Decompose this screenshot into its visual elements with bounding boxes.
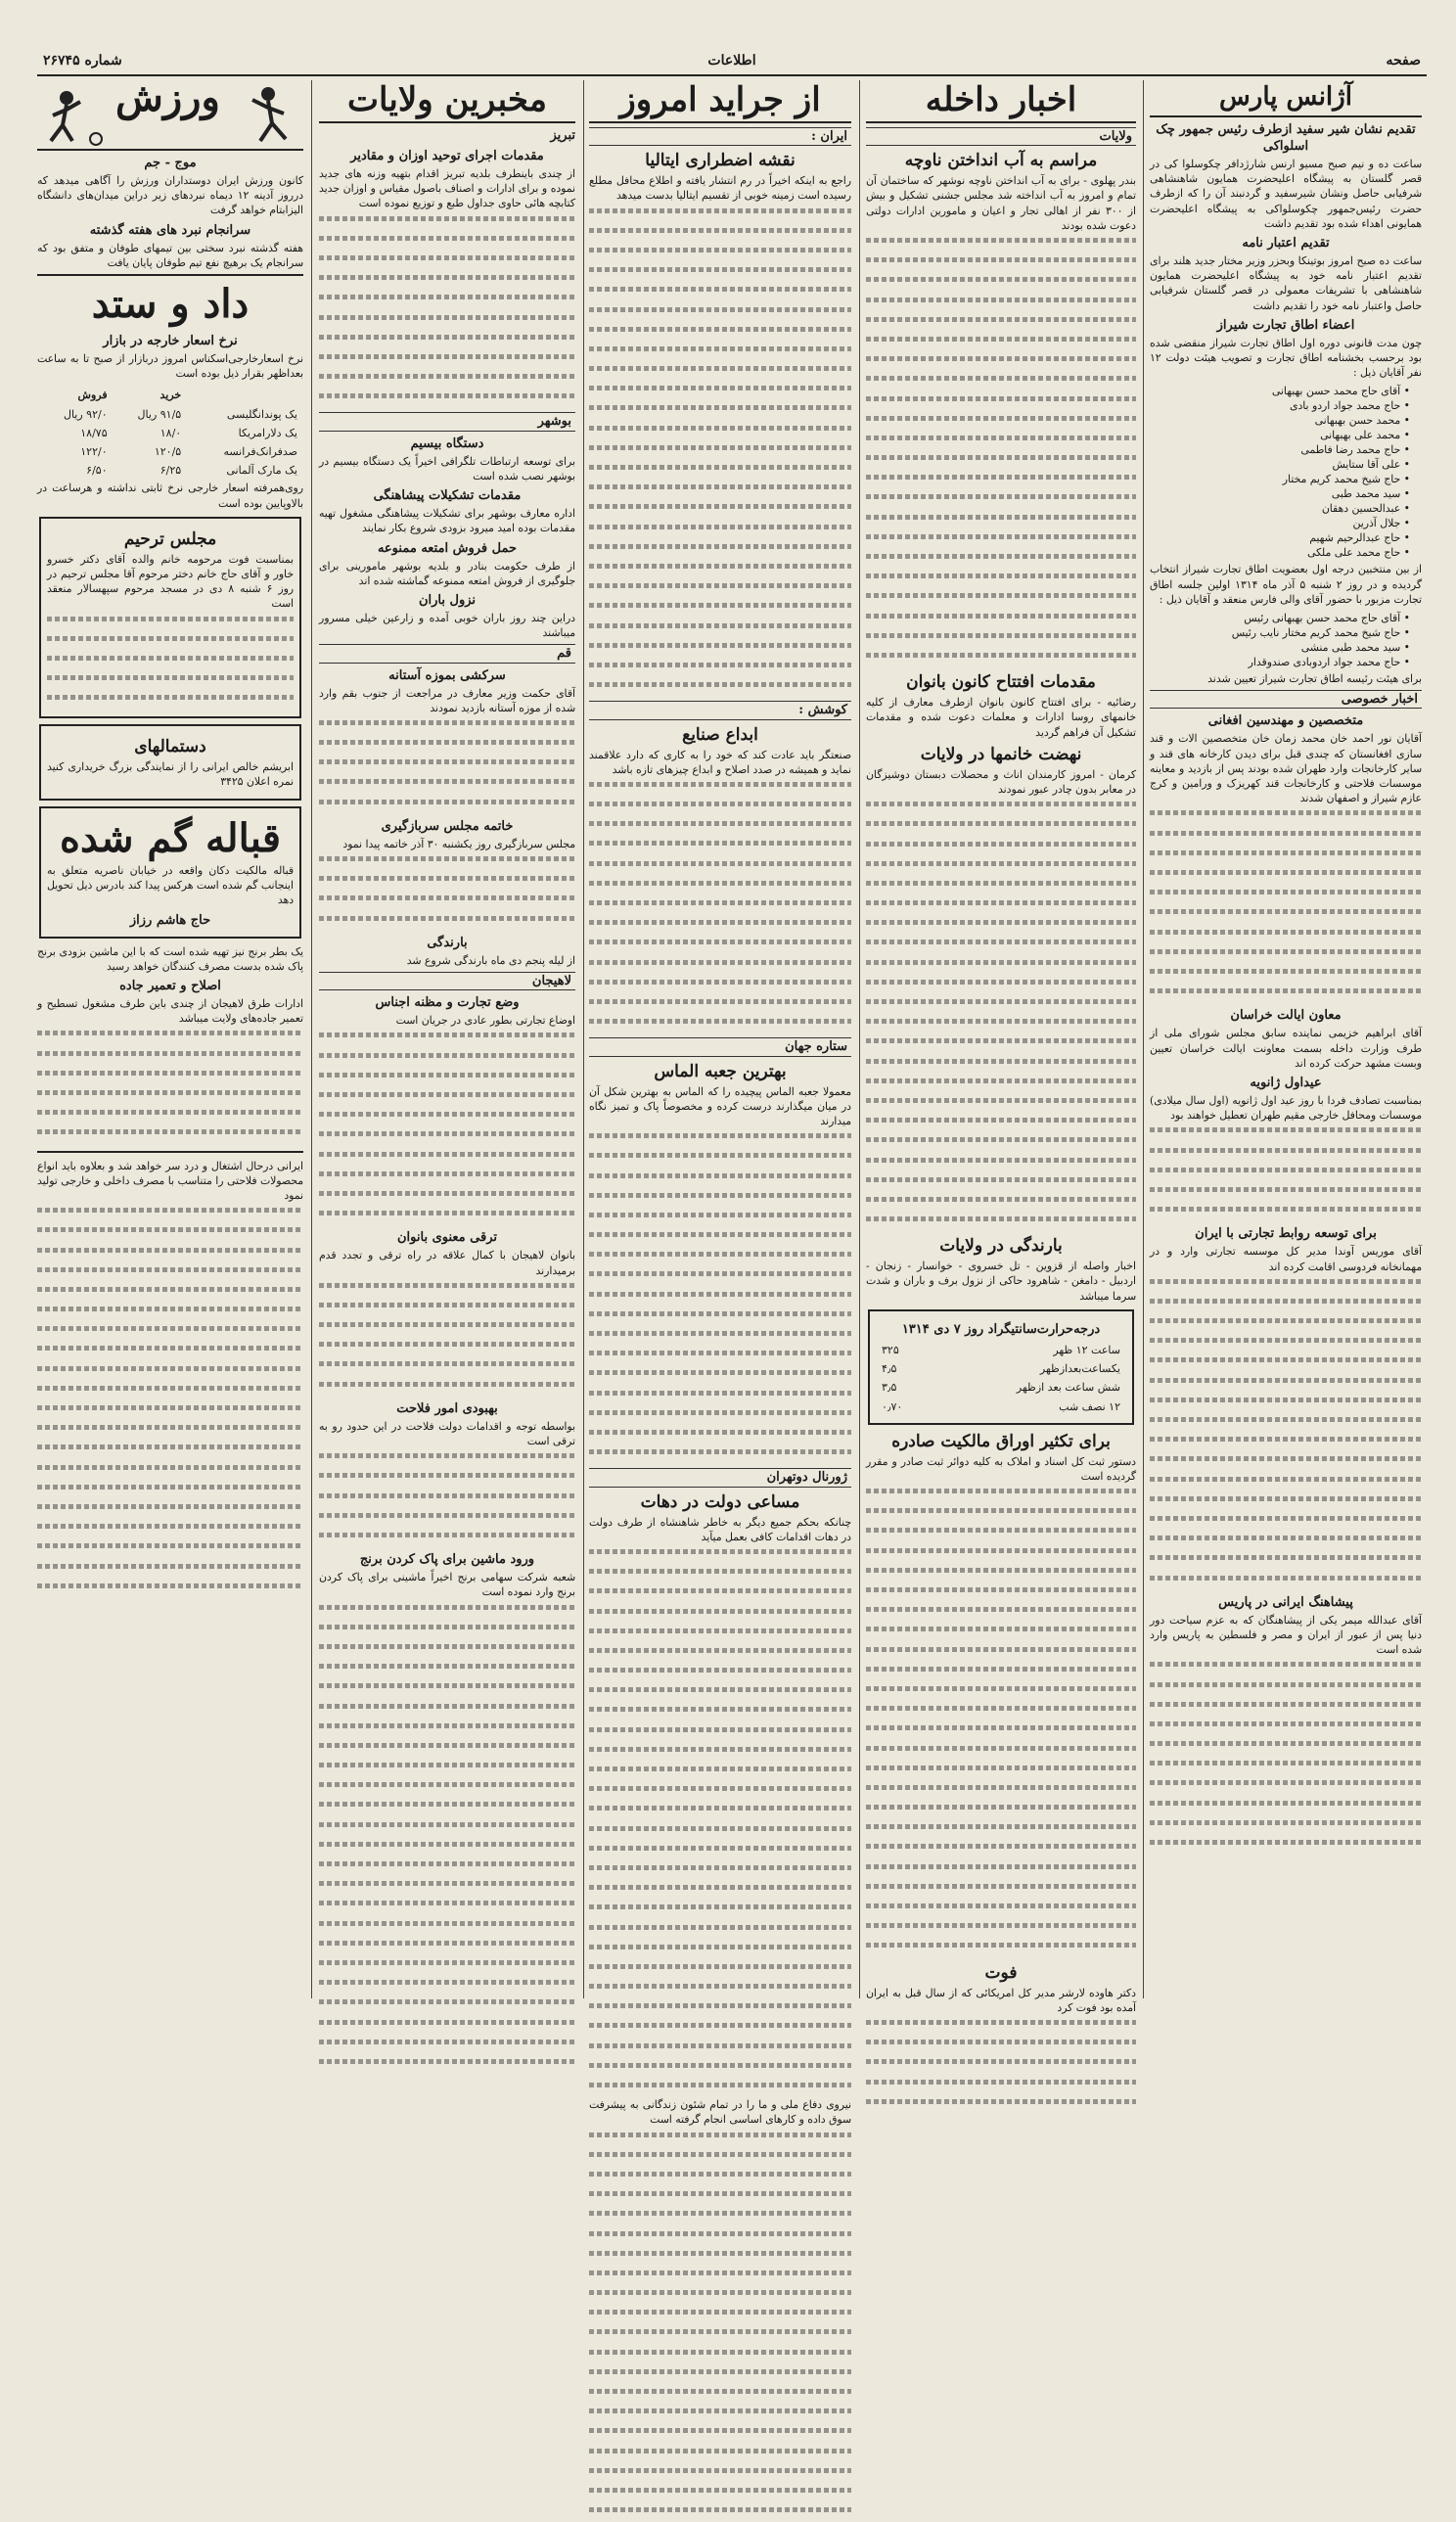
temperature-rows [876,1340,1126,1417]
headline: مساعی دولت در دهات [640,1491,800,1512]
headline: برای تکثیر اوراق مالکیت صادره [891,1431,1111,1451]
table-title: درجه‌حرارت‌سانتیگراد روز ۷ دی ۱۳۱۴ [901,1321,1101,1337]
column-sports-and-ads [37,74,304,1998]
table-row [878,1399,1124,1415]
article-text: ایرانی درحال اشتغال و درد سر خواهد شد و بعلاوه باید انواع محصولات فلاحتی را متناسب با مصرف داخلی و خارجی تولید نمود [37,1159,303,1202]
name-list [1150,611,1422,669]
table-cell: یکساعت‌بعدازظهر [1039,1362,1120,1376]
body-text-lines [319,856,575,931]
headline: سرانجام نبرد های هفته گذشته [89,222,251,238]
table-row [878,1360,1124,1377]
table-row [39,443,301,460]
article-text: آقایان نور احمد خان محمد زمان خان متخصصین الات و قند سازی افغانستان که چندی قبل برای دیدن کارخانه های قند و سایر کارخانجات وارد طهران شده بودند پس از بازدید و معاینه موسسات فلاحتی و کارخانجات قند کهریزک و ورامین و کرج عازم شیراز و اصفهان شدند [1150,732,1422,805]
headline: مقدمات اجرای توحید اوزان و مقادیر [350,149,544,163]
headline: مراسم به آب انداختن ناوچه [904,151,1098,171]
article-text: آقای موریس آوندا مدیر کل موسسه تجارتی وارد و در مهمانخانه فردوسی اقامت کرده اند [1150,1245,1422,1273]
table-cell: شش ساعت بعد ازظهر [1016,1381,1120,1395]
article-text: کرمان - امروز کارمندان اناث و محصلات دبستان دوشیزگان در معابر بدون چادر عبور نمودند [866,767,1136,796]
list-item: • حاج عبدالرحیم شهیم [1150,530,1410,545]
article-text: ادارات طرق لاهیجان از چندی باین طرف مشغول تسطیح و تعمیر جاده‌های ولایت میباشد [37,997,303,1026]
article-text: برای هیئت رئیسه اطاق تجارت شیراز تعیین شدند [1207,672,1422,686]
table-row [39,462,301,479]
table-cell: ۰٫۷۰ [882,1399,903,1413]
column-header: خرید [159,389,182,402]
list-item: • محمد علی بهبهانی [1150,428,1410,442]
table-cell: ۱۲ نصف شب [1059,1399,1120,1413]
correspondents-masthead: مخبرین ولایات [319,80,575,123]
memorial-notice [39,517,301,718]
table-row [39,425,301,441]
list-item: • محمد حسن بهبهانی [1150,413,1410,428]
list-item: • جلال آذرین [1150,516,1410,530]
headline: موج - جم [144,156,197,170]
article-text: معمولا جعبه الماس پیچیده را که الماس به بهترین شکل آن در میان میگذارند درست کرده و مخصوصاً پاک و تمیز نگاه میدارند [589,1084,851,1127]
article-text: ابریشم خالص ایرانی را از نمایندگی بزرگ خریداری کنید نمره اعلان ۳۴۲۵ [47,759,294,788]
issue-number: شماره ۲۶۷۴۵ [43,53,122,69]
list-item: • حاج محمد رضا فاطمی [1150,442,1410,457]
article-text: نرخ اسعارخارجی‌اسکناس امروز دربازار از صبح تا به ساعت بعداظهر بقرار ذیل بوده است [37,352,303,381]
headline: حمل فروش امتعه ممنوعه [377,540,518,556]
headline: برای توسعه روابط تجارتی با ایران [1195,1226,1377,1242]
body-text-lines [319,1283,575,1397]
table-cell: ساعت ۱۲ ظهر [1053,1343,1120,1356]
section-label: ستاره جهان [589,1037,851,1056]
body-text-lines [319,1032,575,1225]
article-text: چون مدت قانونی دوره اول اطاق تجارت شیراز منقضی شده بود برحسب بخشنامه اطاق تجارت و تصویب هیئت دولت ۱۲ نفر آقایان ذیل : [1150,336,1422,380]
table-cell: ۴٫۵ [882,1362,897,1376]
headline: نقشه اضطراری ایتالیا [645,151,796,171]
body-text-lines [589,782,851,1033]
headline: ابداع صنایع [682,724,758,745]
article-text: از چندی باینطرف بلدیه تبریز اقدام بتهیه وزنه های جدید نموده و برای ادارات و اصناف باصول مقیاس و اوزان جدید کتابچه هائی حاوی جداول طبع و توزیع نموده است [319,167,575,210]
body-text-lines [866,2020,1136,2114]
body-text-lines [589,1549,851,2097]
article-text: آقای ابراهیم خزیمی نماینده سابق مجلس شورای ملی از طرف وزارت داخله بسمت معاونت ایالت خراسان تعیین وبست مشهد حرکت کرده اند [1150,1027,1422,1070]
name-list [1150,384,1422,560]
table-row [878,1379,1124,1396]
article-text: راجع به اینکه اخیراً در رم انتشار یافته و اطلاع محافل مطلع رسیده است زمینه خوبی از تقسیم ایتالیا بدست میدهد [589,174,851,203]
city-section: بوشهر [319,412,575,431]
article-text: قباله مالکیت دکان واقعه در خیابان ناصریه متعلق به اینجانب گم شده است هرکس پیدا کند بادرس ذیل تحویل دهد [47,864,294,907]
body-text-lines [589,2132,851,2522]
column-pars-agency [1150,80,1422,1998]
headline: خاتمه مجلس سربازگیری [381,818,514,834]
table-cell: ۳۲۵ [882,1343,899,1356]
table-cell: ۶/۲۵ [159,464,182,478]
table-cell: ۹۱/۵ ریال [137,407,182,421]
list-item: • آقای حاج محمد حسن بهبهانی [1150,384,1410,398]
headline: سرکشی بموزه آستانه [388,667,506,683]
domestic-news-masthead: اخبار داخله [866,80,1136,123]
headline: متخصصین و مهندسین افغانی [1207,713,1364,729]
article-text: ساعت ده صبح امروز بوتینکا وبحزر وزیر مختار جدید هلند برای تقدیم اعتبار نامه خود به پیشگاه اعلیحضرت همایون شاهنشاهی با تشریفات معمولی در قصر گلستان شرفیابی حاصل واعتبار نامه خود را تقدیم داشت [1150,254,1422,312]
body-text-lines [319,1453,575,1547]
article-text: چنانکه بحکم جمیع دیگر به خاطر شاهنشاه از طرف دولت در دهات اقدامات کافی بعمل میآید [589,1515,851,1543]
column-domestic-news [866,80,1136,2014]
column-divider [583,80,584,1998]
pars-agency-masthead: آژانس پارس [1150,80,1422,117]
article-text: بواسطه توجه و اقدامات دولت فلاحت در این حدود رو به ترقی است [319,1419,575,1448]
body-text-lines [1150,1662,1422,1855]
table-cell: ۶/۵۰ [86,464,108,478]
body-text-lines [1150,1127,1422,1221]
article-text: دستور ثبت کل اسناد و املاک به کلیه دوائر ثبت صادر و مقرر گردیده است [866,1454,1136,1483]
body-text-lines [866,238,1136,667]
headline: بهترین جعبه الماس [654,1061,787,1081]
article-text: دکتر هاوده لارشر مدیر کل امریکائی که از سال قبل به ایران آمده بود فوت کرد [866,1986,1136,2014]
headline: مقدمات تشکیلات پیشاهنگی [373,488,522,504]
article-text: اخبار واصله از قزوین - تل خسروی - خوانسار - زنجان - اردبیل - دامغن - شاهرود حاکی از نزول برف و باران و شدت سرما میباشد [866,1260,1136,1303]
table-cell: ۱۸/۰ [159,426,182,439]
headline: معاون ایالت خراسان [1230,1008,1342,1024]
article-text: از بین منتخبین درجه اول بعضویت اطاق تجارت شیراز انتخاب گردیده و در روز ۲ شنبه ۵ آذر ماه ۱۳۱۴ اولین جلسه اطاق تجارت مزبور با حضور آقای والی فارس منعقد و آقایان ذیل : [1150,563,1422,606]
article-text: هفته گذشته نبرد سختی بین تیمهای طوفان و متفق بود که سرانجام یک برهیچ نفع تیم طوفان پایان یافت [37,241,303,269]
article-text: اداره معارف بوشهر برای تشکیلات پیشاهنگی مشغول تهیه مقدمات بوده امید میرود بزودی شروع بکار نمایند [319,507,575,535]
headline: نهضت خانمها در ولایات [920,744,1082,764]
headline: بارندگی در ولایات [939,1236,1063,1257]
table-cell: ۳٫۵ [882,1381,897,1395]
headline: قباله گم شده [60,815,281,861]
article-text: دراین چند روز باران خوبی آمده و زارعین خیلی مسرور میباشند [319,611,575,640]
headline: مقدمات افتتاح کانون بانوان [906,672,1096,693]
headline: تقدیم اعتبار نامه [1242,236,1330,252]
list-item: • حاج شیخ محمد کریم مختار [1150,472,1410,486]
body-text-lines [589,208,851,698]
column-provincial-correspondents [319,80,575,1998]
table-cell: ۱۲۰/۵ [154,445,182,459]
section-label: کوشش : [589,701,851,719]
article-text: بمناسبت تصادف فردا با روز عید اول ژانویه (اول سال میلادی) موسسات ومحافل خارجی مقیم طهران تعطیل خواهند بود [1150,1093,1422,1123]
headline: عیداول ژانویه [1250,1075,1322,1090]
body-text-lines [1150,1279,1422,1590]
table-cell: ۱۲۲/۰ [80,445,108,459]
section-label: ژورنال دوتهران [589,1468,851,1487]
section-label: اخبار خصوصی [1150,690,1422,709]
press-review-masthead: از جراید امروز [589,80,851,123]
body-text-lines [319,1605,575,2075]
headline: اصلاح و تعمیر جاده [119,979,221,994]
article-text: آقای حکمت وزیر معارف در مراجعت از جنوب بقم وارد شده از موزه آستانه بازدید نمودند [319,686,575,714]
headline: بارندگی [427,935,468,950]
list-item: • علی آقا ستایش [1150,457,1410,472]
list-item: • عبدالحسین دهقان [1150,501,1410,516]
headline: تقدیم نشان شیر سفید ازطرف رئیس جمهور چک اسلواکی [1156,122,1416,154]
body-text-lines [319,216,575,409]
exchange-rates-table [37,385,303,481]
body-text-lines [1150,810,1422,1003]
article-text: از طرف حکومت بنادر و بلدیه بوشهر مامورینی برای جلوگیری از فروش امتعه ممنوعه گماشته شده اند [319,559,575,587]
headline: دستمالهای [134,736,206,757]
headline: نزول باران [418,592,477,608]
article-text: بمناسبت فوت مرحومه خانم والده آقای دکتر خسرو خاور و آقای حاج خانم دختر مرحوم آقا مجلس ترحیم در روز ۶ شنبه ۸ دی در مسجد مرحوم سپهسالار منعقد است [47,552,294,611]
advertiser-name: حاج هاشم رزاز [129,912,211,928]
headline: اعضاء اطاق تجارت شیراز [1216,317,1355,333]
list-item: • حاج محمد علی ملکی [1150,545,1410,560]
body-text-lines [866,1489,1136,1958]
table-row [39,406,301,423]
list-item: • آقای حاج محمد حسن بهبهانی رئیس [1150,611,1410,625]
headline: پیشاهنگ ایرانی در پاریس [1218,1594,1353,1610]
city-label: تبریز [550,128,575,143]
article-text: اوضاع تجارتی بطور عادی در جریان است [395,1014,575,1028]
column-divider [311,80,312,1998]
table-cell: یک پوندانگلیسی [226,407,297,421]
table-cell: ۱۸/۷۵ [80,426,108,439]
advertisement [39,724,301,801]
body-text-lines [37,1031,303,1144]
exchange-title: داد و ستد [91,281,250,328]
city-section: لاهیجان [319,972,575,990]
temperature-table [868,1309,1134,1425]
article-text: آقای عبدالله میمر یکی از پیشاهنگان که به عزم سیاحت دور دنیا پس از عبور از ایران و مصر و فلسطین به پاریس وارد شده است [1150,1613,1422,1657]
headline: بهبودی امور فلاحت [396,1400,498,1416]
page-header [37,53,1427,76]
body-text-lines [37,1208,303,1598]
headline: وضع تجارت و مظنه اجناس [375,995,520,1011]
column-press-review [589,80,851,2127]
article-text: یک بطر برنج نیز تهیه شده است که با این ماشین بزودی برنج پاک شده بدست مصرف کنندگان خواهد رسید [37,944,303,973]
article-text: صنعتگر باید عادت کند که خود را به کاری که دارد علاقمند نماید و همیشه در صدد اصلاح و ابداع چیزهای تازه باشد [589,748,851,776]
headline: فوت [984,1962,1018,1983]
table-header-row [39,387,301,403]
table-cell: یک دلارامریکا [238,426,297,439]
column-divider [1143,80,1144,1998]
column-header: فروش [77,389,108,402]
list-item: • حاج شیخ محمد کریم مختار نایب رئیس [1150,625,1410,640]
body-text-lines [319,720,575,814]
section-label: ولایات [866,127,1136,146]
list-item: • سید محمد طبی منشی [1150,640,1410,655]
body-text-lines [589,1133,851,1464]
table-cell: صدفرانک‌فرانسه [223,445,297,459]
article-text: برای توسعه ارتباطات تلگرافی اخیراً یک دستگاه بیسیم در بوشهر نصب شده است [319,454,575,482]
city-section: قم [319,644,575,663]
body-text-lines [47,617,294,711]
article-text: مجلس سربازگیری روز یکشنبه ۳۰ آذر خاتمه پیدا نمود [342,837,575,850]
article-text: کانون ورزش ایران دوستداران ورزش را آگاهی میدهد که درروز آدینه ۱۲ دیماه نبردهای زیر دراین میدان‌های دانشگاه الیزابتام خواهد گرفت [37,174,304,217]
list-item: • حاج محمد جواد اردو بادی [1150,398,1410,413]
body-text-lines [866,802,1136,1231]
article-text: نیروی دفاع ملی و ما را در تمام شئون زندگانی به پیشرفت سوق داده و کارهای اساسی انجام گرفته است [589,2098,851,2127]
headline: ترقی معنوی بانوان [396,1230,497,1246]
section-label: ایران : [589,127,851,146]
advertisement [39,806,301,939]
headline: ورود ماشین برای پاک کردن برنج [359,1552,535,1568]
list-item: • سید محمد طبی [1150,486,1410,501]
article-text: از لیله پنجم دی ماه بارندگی شروع شد [406,953,575,967]
article-text: روی‌همرفته اسعار خارجی نرخ ثابتی نداشته و هرساعت در بالاوپایین بوده است [37,481,303,510]
article-text: شعبه شرکت سهامی برنج اخیراً ماشینی برای پاک کردن برنج وارد نموده است [319,1571,575,1599]
table-row [878,1342,1124,1358]
article-text: ساعت ده و نیم صبح مسیو ارنس شارژدافر چکوسلوا کی در قصر گلستان به پیشگاه اعلیحضرت همایون شاهنشاهی شرفیابی حاصل ونشان شیرسفید و گردنبند آن را که ازطرف حضرت رئیس‌جمهور چکوسلواکی به پیشگاه اعلیحضرت همایونی اهداء شده بود تقدیم داشت [1150,158,1422,230]
headline: دستگاه بیسیم [410,436,484,451]
table-cell: ۹۲/۰ ریال [63,407,108,421]
headline: مجلس ترحیم [123,528,217,549]
list-item: • حاج محمد جواد اردوبادی صندوقدار [1150,655,1410,669]
table-cell: یک مارک آلمانی [226,464,297,478]
article-text: بندر پهلوی - برای به آب انداختن ناوچه نوشهر که ساختمان آن تمام و امروز به آب انداخته شد مجلس جشنی تشکیل و بیش از ۳۰۰ نفر از اهالی تجار و اعیان و مامورین ادارات دولتی دعوت شده بودند [866,174,1136,232]
article-text: بانوان لاهیجان با کمال علاقه در راه ترقی و تجدد قدم برمیدارند [319,1249,575,1277]
article-text: رضائیه - برای افتتاح کانون بانوان ازطرف معارف از کلیه خانمهای روسا ادارات و معلمات دعوت شده و مقدمات تشکیل آن فراهم گردید [866,696,1136,739]
sports-banner [37,74,303,151]
sports-title: ورزش [115,74,220,120]
headline: نرخ اسعار خارجه در بازار [103,334,238,349]
column-divider [859,80,860,1998]
page-label: صفحه [1386,53,1421,69]
newspaper-name: اطلاعات [707,53,756,69]
